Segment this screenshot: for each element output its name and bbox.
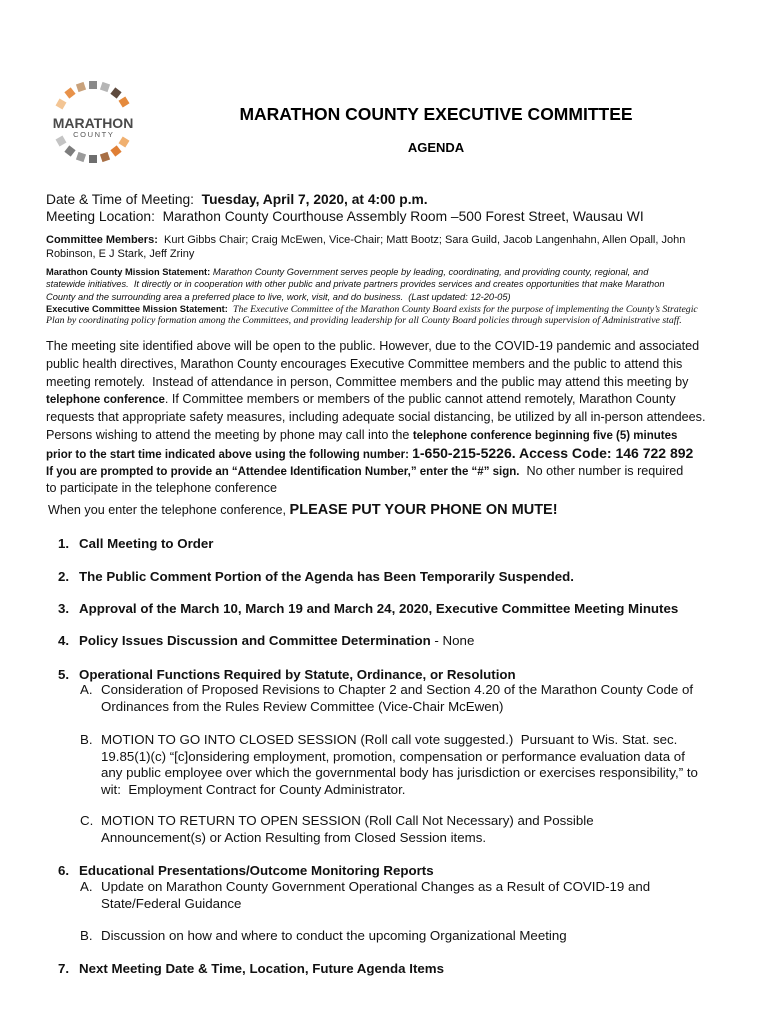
subitem-line: wit: Employment Contract for County Administrator.: [101, 781, 406, 797]
subitem-letter: B.: [80, 732, 93, 747]
notice-line: meeting remotely. Instead of attendance in person, Committee members and the public may attend this meeting by: [46, 374, 689, 389]
notice-text: No other number is required: [519, 463, 684, 478]
subitem-text: [101, 682, 693, 715]
subitem-line: any public employee over which the governmental body has jurisdiction or exercises responsibility,” to: [101, 765, 698, 780]
location-label: Meeting Location:: [46, 209, 155, 224]
document-subtitle: AGENDA: [407, 140, 465, 155]
subitem-line: Update on Marathon County Government Operational Changes as a Result of COVID-19 and: [101, 879, 651, 894]
item-title-group: [79, 633, 474, 650]
datetime-value: Tuesday, April 7, 2020, at 4:00 p.m.: [201, 192, 428, 207]
notice-text: . If Committee members or members of the public cannot attend remotely, Marathon County: [164, 392, 676, 407]
item-title: Operational Functions Required by Statute, Ordinance, or Resolution: [79, 667, 516, 682]
subitem-text: [101, 813, 594, 846]
item-title: Educational Presentations/Outcome Monitoring Reports: [79, 863, 434, 878]
notice-line: The meeting site identified above will be open to the public. However, due to the COVID-19 pandemic and associated: [46, 339, 700, 353]
subitem-letter: A.: [80, 682, 93, 697]
agenda-item-1: [58, 536, 748, 553]
notice-emphasis: telephone conference beginning five (5) minutes: [412, 429, 678, 442]
location-value: Marathon County Courthouse Assembly Room –500 Forest Street, Wausau WI: [162, 209, 644, 224]
agenda-item-7: [58, 961, 748, 978]
committee-mission-line: Plan by coordinating policy formation among the Committees, and providing leadership for all County Board policies through supervision of Administrative staff.: [46, 315, 682, 327]
subitem-text: [101, 879, 650, 912]
subitem-line: Ordinances from the Rules Review Committee (Vice-Chair McEwen): [101, 698, 504, 714]
subitem-line: State/Federal Guidance: [101, 895, 242, 911]
notice-line: requests that appropriate safety measures, including adequate social distancing, be utilized by all in-person attendees.: [46, 410, 706, 425]
item-title-suffix: - None: [430, 633, 475, 648]
subitem-line: Consideration of Proposed Revisions to Chapter 2 and Section 4.20 of the Marathon County Code of: [101, 682, 694, 697]
mute-lead: When you enter the telephone conference,: [48, 503, 290, 517]
subitem-text: [101, 928, 567, 945]
document-title: MARATHON COUNTY EXECUTIVE COMMITTEE: [239, 104, 633, 124]
notice-line: public health directives, Marathon County encourages Executive Committee members and the public to attend this: [46, 356, 683, 371]
item-title: Next Meeting Date & Time, Location, Future Agenda Items: [79, 961, 444, 976]
county-mission-line: statewide initiatives. It directly or in cooperation with other public and private partners provides services and creates opportunities that make Marathon: [46, 279, 665, 290]
dial-in-number: 1-650-215-5226. Access Code: 146 722 892: [412, 444, 694, 461]
subitem-line: MOTION TO GO INTO CLOSED SESSION (Roll call vote suggested.) Pursuant to Wis. Stat. sec.: [101, 732, 678, 747]
notice-emphasis: telephone conference: [46, 394, 165, 407]
item-title: The Public Comment Portion of the Agenda has Been Temporarily Suspended.: [79, 569, 575, 584]
item-title: Policy Issues Discussion and Committee Determination: [79, 633, 431, 648]
item-number: 7.: [58, 961, 70, 976]
item-number: 6.: [58, 863, 70, 878]
item-title: Call Meeting to Order: [79, 536, 214, 551]
item-title: Approval of the March 10, March 19 and March 24, 2020, Executive Committee Meeting Minutes: [79, 601, 679, 616]
item-number: 1.: [58, 536, 70, 551]
subitem-text: [101, 732, 698, 798]
logo-subword: COUNTY: [73, 130, 115, 139]
committee-mission-label: Executive Committee Mission Statement:: [46, 303, 228, 314]
datetime-label: Date & Time of Meeting:: [46, 192, 194, 207]
item-number: 5.: [58, 667, 70, 682]
subitem-letter: B.: [80, 928, 93, 943]
members-line: Robinson, E J Stark, Jeff Zriny: [46, 248, 195, 260]
logo-wordmark: MARATHON: [52, 115, 134, 131]
subitem-line: Discussion on how and where to conduct the upcoming Organizational Meeting: [101, 928, 567, 943]
notice-text: Persons wishing to attend the meeting by phone may call into the: [46, 427, 413, 442]
subitem-letter: C.: [80, 813, 94, 828]
notice-emphasis: prior to the start time indicated above using the following number:: [46, 448, 413, 461]
agenda-item-6: [58, 863, 748, 880]
county-mission-label: Marathon County Mission Statement:: [46, 267, 211, 277]
subitem-line: MOTION TO RETURN TO OPEN SESSION (Roll Call Not Necessary) and Possible: [101, 813, 594, 828]
members-text: Kurt Gibbs Chair; Craig McEwen, Vice-Chair; Matt Bootz; Sara Guild, Jacob Langenhahn, Allen Opall, John: [163, 234, 686, 246]
county-mission-line: County and the surrounding area a preferred place to live, work, visit, and do business. (Last updated: 12-20-05): [46, 291, 511, 302]
item-number: 4.: [58, 633, 70, 648]
notice-emphasis: If you are prompted to provide an “Attendee Identification Number,” enter the “#” sign.: [46, 465, 520, 478]
subitem-letter: A.: [80, 879, 93, 894]
subitem-line: 19.85(1)(c) “[c]onsidering employment, promotion, compensation or performance evaluation data of: [101, 748, 685, 764]
item-number: 3.: [58, 601, 70, 616]
agenda-item-4: [58, 633, 748, 650]
notice-line: to participate in the telephone conference: [46, 481, 278, 496]
members-label: Committee Members:: [46, 234, 158, 246]
item-number: 2.: [58, 569, 70, 584]
mute-emphasis: PLEASE PUT YOUR PHONE ON MUTE!: [289, 502, 558, 518]
committee-mission-text: The Executive Committee of the Marathon County Board exists for the purpose of implementing the County’s Strategic: [233, 303, 698, 315]
agenda-item-3: [58, 601, 748, 618]
agenda-item-2: [58, 569, 748, 586]
county-mission-text: Marathon County Government serves people by leading, coordinating, and providing county, regional, and: [212, 267, 649, 277]
subitem-line: Announcement(s) or Action Resulting from Closed Session items.: [101, 829, 487, 845]
